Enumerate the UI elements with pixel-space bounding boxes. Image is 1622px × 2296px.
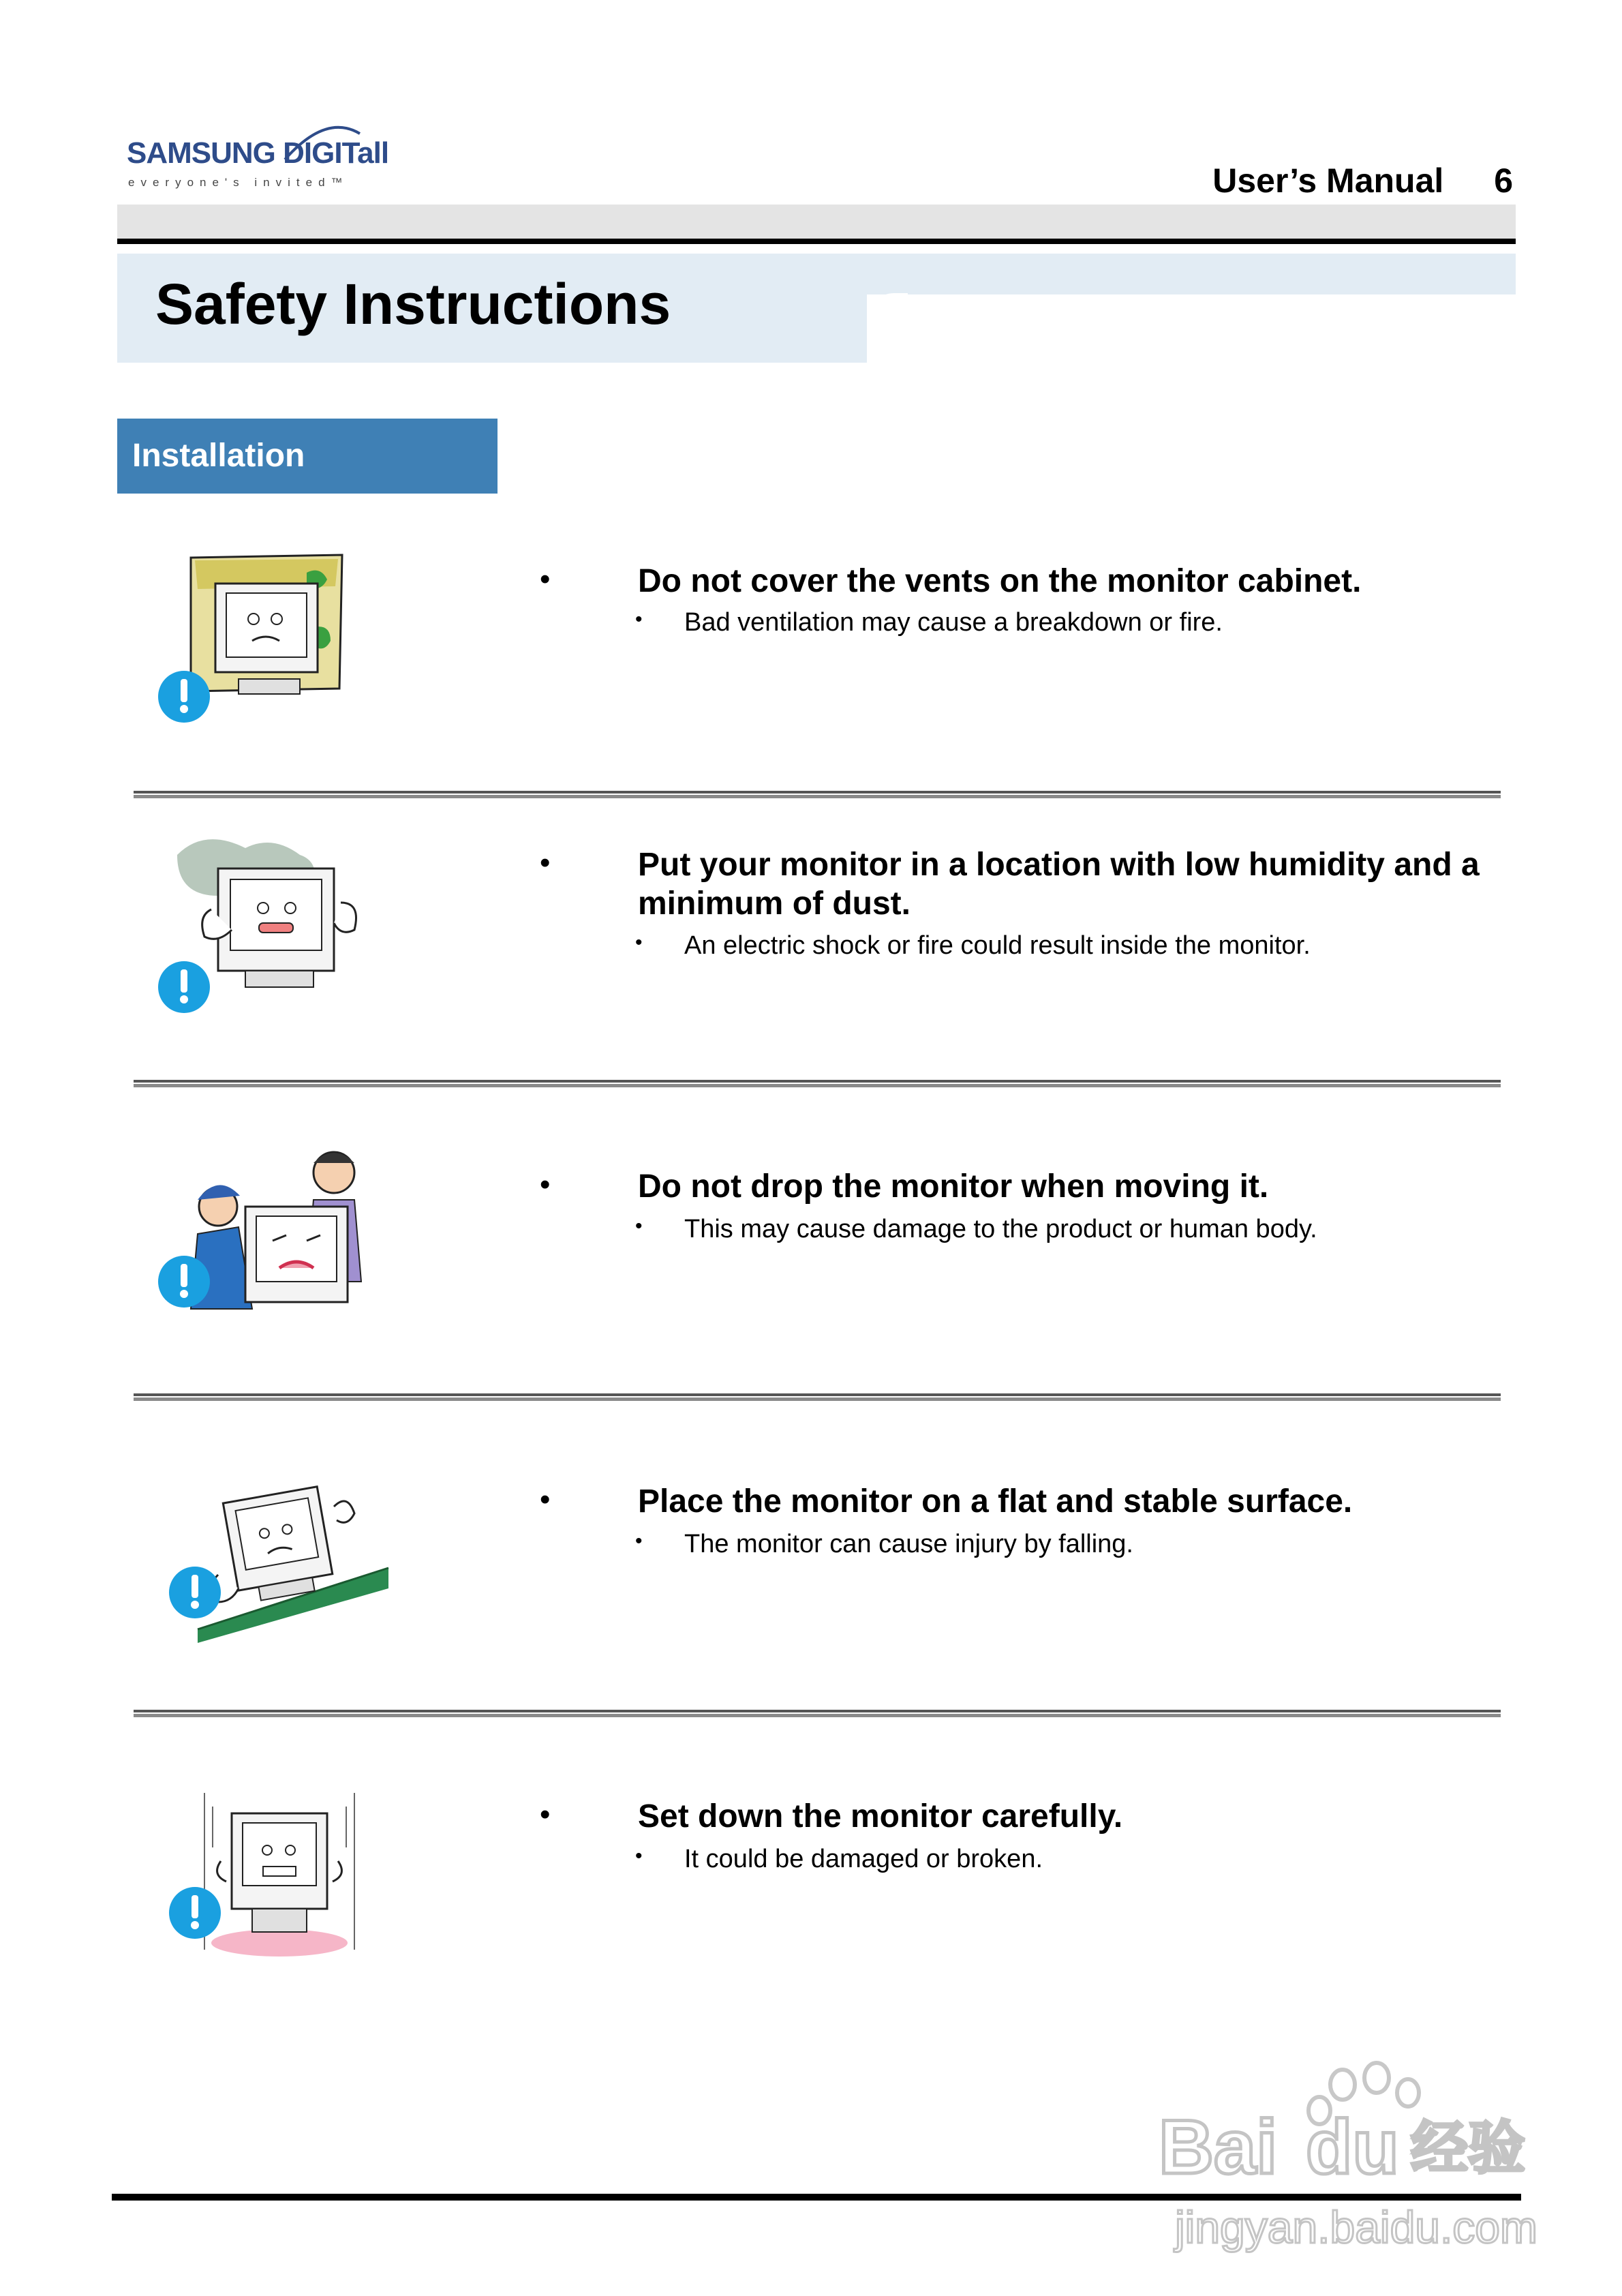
sub-bullet-icon: • xyxy=(635,1530,643,1552)
item-description: Bad ventilation may cause a breakdown or fire. xyxy=(684,608,1223,637)
carrying-monitor-illustration xyxy=(150,1138,395,1329)
bullet-icon: • xyxy=(540,1168,551,1201)
item-separator xyxy=(134,1080,1501,1088)
tilted-monitor-illustration xyxy=(150,1472,395,1663)
watermark-brand-du: du xyxy=(1306,2104,1399,2190)
baidu-watermark xyxy=(1145,2059,1547,2263)
item-title: Place the monitor on a flat and stable surface. xyxy=(638,1483,1353,1520)
title-banner-extension xyxy=(867,254,1516,294)
item-title: Do not drop the monitor when moving it. xyxy=(638,1168,1269,1205)
item-separator xyxy=(134,791,1501,799)
watermark-cn: 经验 xyxy=(1411,2115,1526,2181)
bullet-icon: • xyxy=(540,562,551,596)
bullet-icon: • xyxy=(540,1798,551,1831)
item-title: Put your monitor in a location with low humidity and a minimum of dust. xyxy=(638,847,1480,922)
section-tab-installation: Installation xyxy=(117,419,498,494)
item-title: Do not cover the vents on the monitor cabinet. xyxy=(638,563,1362,599)
sub-bullet-icon: • xyxy=(635,1215,643,1237)
header-rule xyxy=(117,239,1516,244)
item-description: It could be damaged or broken. xyxy=(684,1845,1043,1873)
page-number: 6 xyxy=(1494,162,1513,200)
item-separator xyxy=(134,1393,1501,1402)
item-separator xyxy=(134,1710,1501,1718)
item-description: An electric shock or fire could result inside the monitor. xyxy=(684,931,1311,960)
item-title: Set down the monitor carefully. xyxy=(638,1798,1123,1834)
dusty-monitor-illustration xyxy=(150,828,395,1018)
sub-bullet-icon: • xyxy=(635,931,643,954)
manual-title: User’s Manual xyxy=(1212,162,1444,200)
sub-bullet-icon: • xyxy=(635,1845,643,1867)
set-down-monitor-illustration xyxy=(150,1786,395,1977)
bullet-icon: • xyxy=(540,846,551,879)
item-description: The monitor can cause injury by falling. xyxy=(684,1530,1133,1558)
logo-tagline: everyone's invited™ xyxy=(128,176,349,189)
running-header xyxy=(1212,161,1513,200)
logo-brand: SAMSUNG DIGITall xyxy=(127,136,389,170)
bullet-icon: • xyxy=(540,1483,551,1516)
watermark-url: jingyan.baidu.com xyxy=(1175,2202,1537,2252)
sub-bullet-icon: • xyxy=(635,608,643,631)
covered-monitor-illustration xyxy=(150,545,395,736)
watermark-brand: Bai xyxy=(1159,2104,1278,2190)
header-band xyxy=(117,205,1516,239)
item-description: This may cause damage to the product or human body. xyxy=(684,1215,1317,1243)
title-banner-notch xyxy=(867,293,908,334)
samsung-logo xyxy=(121,120,389,195)
page-title: Safety Instructions xyxy=(155,272,671,336)
